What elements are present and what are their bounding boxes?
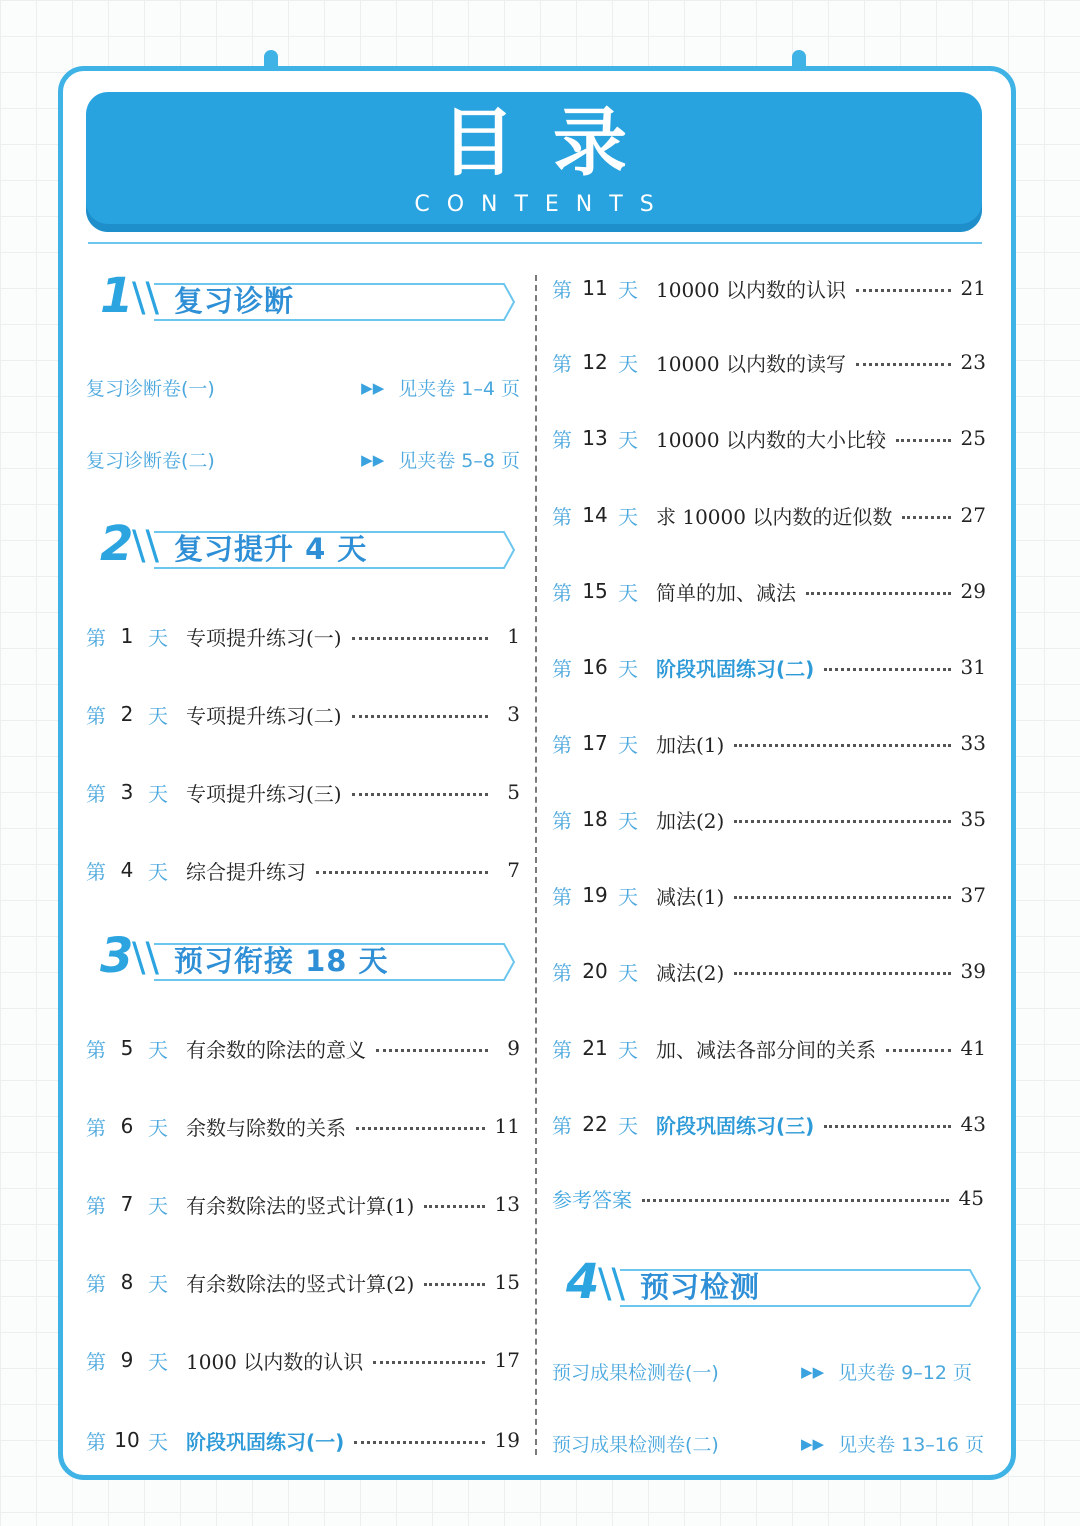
entry-title: 有余数除法的竖式计算(2): [186, 1271, 415, 1296]
double-arrow-icon: ▶▶: [361, 379, 385, 397]
page-number: 39: [960, 959, 986, 983]
day-prefix: 第: [552, 277, 572, 302]
leader-dots: [902, 516, 950, 519]
entry-title: 阶段巩固练习(二): [656, 656, 815, 681]
entry-title: 10000 以内数的大小比较: [656, 427, 886, 452]
day-number: 15: [582, 579, 608, 603]
page-number: 19: [494, 1428, 520, 1452]
section-heading-3: [92, 928, 516, 990]
page-number: 43: [960, 1112, 986, 1136]
page-number: 27: [960, 503, 986, 527]
section-heading-2: [92, 516, 516, 578]
test-entry[interactable]: [552, 1352, 972, 1388]
header-divider: [88, 242, 982, 244]
page-number: 9: [507, 1036, 520, 1060]
page-header: [86, 92, 982, 232]
day-number: 8: [120, 1270, 134, 1294]
day-number: 21: [582, 1036, 608, 1060]
toc-entry[interactable]: [552, 344, 986, 380]
leader-dots: [856, 363, 951, 366]
section-label: 复习提升 4 天: [174, 532, 368, 566]
answers-label: 参考答案: [552, 1187, 632, 1212]
column-divider: [535, 275, 537, 1455]
toc-entry[interactable]: [86, 774, 520, 810]
test-reference: ▶▶ 见夹卷 13–16 页: [800, 1434, 984, 1456]
double-arrow-icon: ▶▶: [800, 1435, 825, 1453]
day-number: 7: [120, 1192, 134, 1216]
page-number: 3: [507, 702, 520, 726]
leader-dots: [373, 1361, 484, 1364]
day-suffix: 天: [148, 1193, 168, 1218]
toc-entry[interactable]: [552, 1106, 986, 1142]
entry-title: 专项提升练习(三): [186, 781, 342, 806]
page-number: 25: [960, 426, 986, 450]
day-prefix: 第: [86, 1115, 106, 1140]
entry-title: 加法(1): [656, 732, 725, 757]
entry-title: 综合提升练习: [186, 859, 306, 884]
entry-title: 加法(2): [656, 808, 725, 833]
toc-entry[interactable]: [86, 852, 520, 888]
entry-title: 10000 以内数的读写: [656, 351, 846, 376]
section-label: 复习诊断: [174, 284, 295, 318]
section-number: 2: [100, 516, 134, 572]
toc-entry[interactable]: [552, 649, 986, 685]
entry-title: 10000 以内数的认识: [656, 277, 846, 302]
leader-dots: [806, 592, 951, 595]
day-prefix: 第: [552, 1037, 572, 1062]
day-prefix: 第: [86, 1193, 106, 1218]
page-number: 1: [507, 624, 520, 648]
test-entry[interactable]: [86, 440, 520, 476]
day-prefix: 第: [86, 1429, 106, 1454]
day-suffix: 天: [618, 960, 638, 985]
day-suffix: 天: [618, 580, 638, 605]
page-number: 35: [960, 807, 986, 831]
page-number: 5: [507, 780, 520, 804]
day-suffix: 天: [148, 781, 168, 806]
leader-dots: [356, 1127, 485, 1130]
entry-title: 阶段巩固练习(三): [656, 1113, 815, 1138]
entry-title: 阶段巩固练习(一): [186, 1429, 345, 1454]
leader-dots: [734, 896, 950, 899]
day-number: 22: [582, 1112, 608, 1136]
day-suffix: 天: [618, 427, 638, 452]
day-suffix: 天: [618, 1037, 638, 1062]
leader-dots: [824, 1125, 950, 1128]
day-number: 1: [120, 624, 134, 648]
day-prefix: 第: [552, 580, 572, 605]
entry-title: 加、减法各部分间的关系: [656, 1037, 876, 1062]
day-prefix: 第: [552, 504, 572, 529]
day-suffix: 天: [618, 884, 638, 909]
day-prefix: 第: [552, 808, 572, 833]
toc-entry[interactable]: [552, 270, 986, 306]
entry-title: 专项提升练习(一): [186, 625, 342, 650]
toc-entry[interactable]: [86, 1186, 520, 1222]
leader-dots: [734, 820, 950, 823]
entry-title: 有余数的除法的意义: [186, 1037, 366, 1062]
toc-entry[interactable]: [86, 1422, 520, 1458]
page-number: 41: [960, 1036, 986, 1060]
toc-entry[interactable]: [552, 1030, 986, 1066]
entry-title: 1000 以内数的认识: [186, 1349, 364, 1374]
section-slash-icon: \\: [132, 935, 159, 981]
day-suffix: 天: [148, 1349, 168, 1374]
section-number: 1: [100, 268, 134, 324]
day-number: 10: [114, 1428, 140, 1452]
leader-dots: [354, 1441, 484, 1444]
page-subtitle: CONTENTS: [414, 192, 671, 217]
day-prefix: 第: [86, 781, 106, 806]
day-suffix: 天: [148, 1115, 168, 1140]
entry-title: 专项提升练习(二): [186, 703, 342, 728]
toc-entry[interactable]: [86, 1108, 520, 1144]
page-number: 37: [960, 883, 986, 907]
day-suffix: 天: [148, 703, 168, 728]
entry-title: 减法(2): [656, 960, 725, 985]
test-reference: ▶▶ 见夹卷 1–4 页: [361, 378, 520, 400]
double-arrow-icon: ▶▶: [361, 451, 385, 469]
day-number: 12: [582, 350, 608, 374]
page-number: 21: [960, 276, 986, 300]
day-suffix: 天: [148, 1271, 168, 1296]
day-prefix: 第: [552, 351, 572, 376]
day-suffix: 天: [618, 808, 638, 833]
leader-dots: [886, 1049, 951, 1052]
day-suffix: 天: [618, 504, 638, 529]
day-suffix: 天: [618, 656, 638, 681]
toc-entry[interactable]: [552, 725, 986, 761]
test-reference: ▶▶ 见夹卷 9–12 页: [801, 1362, 972, 1384]
toc-entry[interactable]: [552, 497, 986, 533]
leader-dots: [896, 439, 951, 442]
day-prefix: 第: [552, 656, 572, 681]
section-slash-icon: \\: [598, 1261, 625, 1307]
page-number: 31: [960, 655, 986, 679]
test-name: 预习成果检测卷(二): [552, 1434, 719, 1456]
entry-title: 有余数除法的竖式计算(1): [186, 1193, 415, 1218]
leader-dots: [352, 637, 488, 640]
leader-dots: [642, 1199, 949, 1202]
day-number: 17: [582, 731, 608, 755]
page-number: 7: [507, 858, 520, 882]
page-number: 11: [494, 1114, 520, 1138]
test-name: 预习成果检测卷(一): [552, 1362, 719, 1384]
section-slash-icon: \\: [132, 523, 159, 569]
toc-entry[interactable]: [552, 953, 986, 989]
page-number: 15: [494, 1270, 520, 1294]
section-slash-icon: \\: [132, 275, 159, 321]
leader-dots: [734, 972, 950, 975]
toc-entry[interactable]: [86, 1342, 520, 1378]
day-suffix: 天: [148, 625, 168, 650]
day-prefix: 第: [86, 859, 106, 884]
day-prefix: 第: [552, 732, 572, 757]
day-number: 14: [582, 503, 608, 527]
leader-dots: [856, 289, 951, 292]
leader-dots: [824, 668, 950, 671]
test-entry[interactable]: [552, 1424, 984, 1460]
day-number: 9: [120, 1348, 134, 1372]
test-entry[interactable]: [86, 368, 520, 404]
leader-dots: [424, 1283, 484, 1286]
day-prefix: 第: [552, 427, 572, 452]
leader-dots: [734, 744, 950, 747]
toc-entry[interactable]: [552, 801, 986, 837]
day-prefix: 第: [86, 703, 106, 728]
entry-title: 简单的加、减法: [656, 580, 796, 605]
day-prefix: 第: [86, 1271, 106, 1296]
test-name: 复习诊断卷(二): [86, 450, 215, 472]
day-prefix: 第: [86, 625, 106, 650]
section-heading-4: [558, 1254, 982, 1316]
day-number: 2: [120, 702, 134, 726]
day-number: 11: [582, 276, 608, 300]
section-number: 4: [566, 1254, 600, 1310]
day-number: 16: [582, 655, 608, 679]
day-suffix: 天: [148, 859, 168, 884]
page-number: 13: [494, 1192, 520, 1216]
entry-title: 求 10000 以内数的近似数: [656, 504, 893, 529]
leader-dots: [424, 1205, 484, 1208]
day-number: 13: [582, 426, 608, 450]
answers-entry[interactable]: [552, 1180, 984, 1216]
toc-entry[interactable]: [86, 1030, 520, 1066]
page-number: 17: [494, 1348, 520, 1372]
leader-dots: [352, 715, 488, 718]
day-suffix: 天: [618, 732, 638, 757]
toc-entry[interactable]: [86, 618, 520, 654]
day-suffix: 天: [148, 1429, 168, 1454]
day-number: 3: [120, 780, 134, 804]
toc-entry[interactable]: [552, 420, 986, 456]
toc-entry[interactable]: [552, 573, 986, 609]
toc-entry[interactable]: [552, 877, 986, 913]
leader-dots: [376, 1049, 488, 1052]
section-label: 预习衔接 18 天: [174, 944, 389, 978]
day-prefix: 第: [552, 1113, 572, 1138]
day-prefix: 第: [552, 884, 572, 909]
toc-entry[interactable]: [86, 696, 520, 732]
toc-entry[interactable]: [86, 1264, 520, 1300]
day-suffix: 天: [148, 1037, 168, 1062]
double-arrow-icon: ▶▶: [801, 1363, 825, 1381]
day-suffix: 天: [618, 351, 638, 376]
day-number: 20: [582, 959, 608, 983]
page-number: 23: [960, 350, 986, 374]
section-label: 预习检测: [640, 1270, 761, 1304]
page-number: 29: [960, 579, 986, 603]
test-name: 复习诊断卷(一): [86, 378, 215, 400]
day-number: 19: [582, 883, 608, 907]
section-heading-1: [92, 268, 516, 330]
day-number: 6: [120, 1114, 134, 1138]
page-title: 目录: [441, 100, 665, 186]
test-reference: ▶▶ 见夹卷 5–8 页: [361, 450, 520, 472]
section-number: 3: [100, 928, 134, 984]
day-suffix: 天: [618, 1113, 638, 1138]
day-prefix: 第: [552, 960, 572, 985]
day-suffix: 天: [618, 277, 638, 302]
leader-dots: [352, 793, 488, 796]
day-number: 4: [120, 858, 134, 882]
day-prefix: 第: [86, 1349, 106, 1374]
day-number: 18: [582, 807, 608, 831]
page-number: 45: [958, 1186, 984, 1210]
entry-title: 余数与除数的关系: [186, 1115, 346, 1140]
day-prefix: 第: [86, 1037, 106, 1062]
day-number: 5: [120, 1036, 134, 1060]
page-number: 33: [960, 731, 986, 755]
entry-title: 减法(1): [656, 884, 725, 909]
leader-dots: [316, 871, 488, 874]
